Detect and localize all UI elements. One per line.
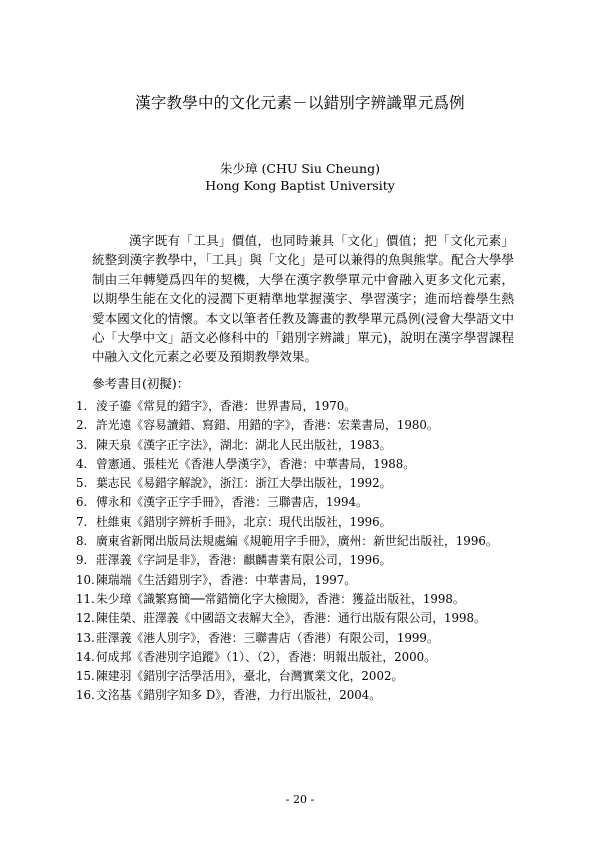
reference-number: 8.	[76, 534, 88, 549]
reference-item	[76, 416, 531, 435]
reference-text: 莊澤義《字詞是非》，香港：麒麟書業有限公司，1996。	[96, 553, 392, 568]
reference-number: 15.	[76, 669, 95, 684]
page-number: - 20 -	[285, 793, 315, 806]
reference-number: 14.	[76, 649, 95, 664]
reference-text: 傅永和《漢字正字手冊》，香港：三聯書店，1994。	[96, 495, 368, 510]
reference-number: 4.	[76, 456, 88, 471]
reference-number: 9.	[76, 553, 88, 568]
reference-number: 2.	[76, 418, 88, 433]
reference-item	[76, 551, 531, 570]
author-name: 朱少璋 (CHU Siu Cheung)	[220, 161, 380, 176]
reference-text: 陳建羽《錯別字活學活用》，臺北，台灣實業文化，2002。	[96, 669, 404, 684]
paper-title: 漢字教學中的文化元素－以錯別字辨識單元爲例	[135, 94, 465, 112]
author-affiliation: Hong Kong Baptist University	[205, 178, 395, 193]
reference-item	[76, 532, 531, 551]
reference-text: 廣東省新聞出版局法規處編《規範用字手冊》，廣州：新世紀出版社，1996。	[96, 534, 498, 549]
reference-number: 13.	[76, 630, 95, 645]
reference-item	[76, 513, 531, 532]
reference-item	[76, 590, 531, 609]
reference-number: 5.	[76, 476, 88, 491]
reference-text: 陳佳榮、莊澤義《中國語文表解大全》，香港：通行出版有限公司，1998。	[96, 611, 486, 626]
reference-text: 陳天泉《漢字正字法》，湖北：湖北人民出版社，1983。	[96, 437, 392, 452]
reference-item	[76, 686, 531, 705]
reference-item	[76, 493, 531, 512]
reference-number: 11.	[76, 591, 95, 606]
reference-item	[76, 436, 531, 455]
reference-text: 葉志民《易錯字解說》，浙江：浙江大學出版社，1992。	[96, 476, 392, 491]
reference-item	[76, 609, 531, 628]
abstract-paragraph: 漢字既有「工具」價值，也同時兼具「文化」價值；把「文化元素」統整到漢字教學中，「工具」與「文化」是可以兼得的魚與熊掌。配合大學學制由三年轉變爲四年的契機，大學在漢字教學單元中會融入更多文化元素，以期學生能在文化的浸潤下更精準地掌握漢字、學習漢字；進而培養學生熱愛本國文化的情懷。本文以筆者任教及籌畫的教學單元爲例(浸會大學語文中心「大學中文」語文必修科中的「錯別字辨識」單元)，說明在漢字學習課程中融入文化元素之必要及預期教學效果。	[92, 233, 514, 365]
reference-list	[76, 397, 531, 706]
reference-number: 1.	[76, 399, 88, 413]
reference-number: 7.	[76, 514, 88, 529]
reference-number: 12.	[76, 611, 95, 626]
references-heading: 參考書目(初擬)：	[92, 376, 190, 391]
reference-text: 許光遠《容易讀錯、寫錯、用錯的字》，香港：宏業書局，1980。	[96, 418, 439, 433]
reference-text: 曾憲通、張桂光《香港人學漢字》，香港：中華書局，1988。	[96, 456, 416, 471]
reference-text: 陳瑞端《生活錯別字》，香港：中華書局，1997。	[96, 572, 357, 587]
reference-number: 6.	[76, 495, 88, 510]
reference-text: 朱少璋《識繁寫簡──常錯簡化字大檢閱》，香港：獲益出版社，1998。	[96, 591, 465, 606]
reference-text: 文洺基《錯別字知多 D》，香港，力行出版社，2004。	[96, 688, 382, 703]
reference-text: 淩子鎏《常見的錯字》，香港：世界書局，1970。	[96, 399, 357, 413]
reference-number: 3.	[76, 437, 88, 452]
reference-item	[76, 629, 531, 648]
reference-item	[76, 397, 531, 416]
reference-item	[76, 571, 531, 590]
reference-item	[76, 474, 531, 493]
reference-number: 16.	[76, 688, 95, 703]
reference-item	[76, 667, 531, 686]
reference-number: 10.	[76, 572, 95, 587]
reference-text: 莊澤義《港人別字》，香港：三聯書店（香港）有限公司，1999。	[96, 630, 439, 645]
reference-text: 杜維東《錯別字辨析手冊》，北京：現代出版社，1996。	[96, 514, 392, 529]
reference-item	[76, 455, 531, 474]
reference-item	[76, 648, 531, 667]
reference-text: 何成邦《香港別字追蹤》（1）、（2），香港：明報出版社，2000。	[96, 649, 436, 664]
